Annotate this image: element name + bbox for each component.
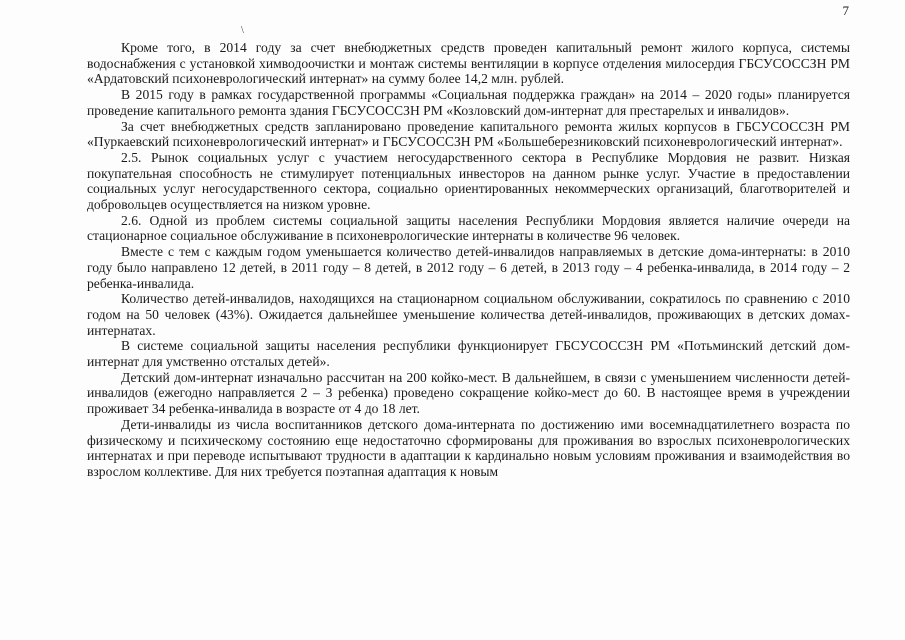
body-text <box>87 40 850 480</box>
page-number: 7 <box>842 3 849 18</box>
paragraph-10: Дети-инвалиды из числа воспитанников детского дома-интерната по достижению ими восемнадцатилетнего возраста по физическому и психическому состоянию еще недостаточно сформированы для проживания во взрослых психоневрологических интернатах и при переводе испытывают трудности в адаптации к кардинально новым условиям проживания и взаимодействия во взрослом коллективе. Для них требуется поэтапная адаптация к новым <box>87 416 850 479</box>
paragraph-6: Вместе с тем с каждым годом уменьшается количество детей-инвалидов направляемых в детские дома-интернаты: в 2010 году было направлено 12 детей, в 2011 году – 8 детей, в 2012 году – 6 детей, в 2013 году – 4 ребенка-инвалида, в 2014 году – 2 ребенка-инвалида. <box>87 244 850 291</box>
paragraph-2: В 2015 году в рамках государственной программы «Социальная поддержка граждан» на 2014 – 2020 годы» планируется проведение капитального ремонта здания ГБСУСОССЗН РМ «Козловский дом-интернат для престарелых и инвалидов». <box>87 87 850 118</box>
paragraph-8: В системе социальной защиты населения республики функционирует ГБСУСОССЗН РМ «Потьминский детский дом-интернат для умственно отсталых детей». <box>87 338 850 370</box>
scan-mark: \ <box>241 25 244 36</box>
paragraph-5: 2.6. Одной из проблем системы социальной защиты населения Республики Мордовия является наличие очереди на стационарное социальное обслуживание в психоневрологические интернаты в количестве 96 человек. <box>87 212 850 244</box>
paragraph-9: Детский дом-интернат изначально рассчитан на 200 койко-мест. В дальнейшем, в связи с уменьшением численности детей-инвалидов (ежегодно направляется 2 – 3 ребенка) проведено сокращение койко-мест до 60. В настоящее время в учреждении проживает 34 ребенка-инвалида в возрасте от 4 до 18 лет. <box>87 369 850 417</box>
paragraph-1: Кроме того, в 2014 году за счет внебюджетных средств проведен капитальный ремонт жилого корпуса, системы водоснабжения с установкой химводоочистки и монтаж системы вентиляции в корпусе отделения милосердия ГБСУСОССЗН РМ «Ардатовский психоневрологический интернат» на сумму более 14,2 млн. рублей. <box>87 40 850 87</box>
paragraph-3: За счет внебюджетных средств запланировано проведение капитального ремонта жилых корпусов в ГБСУСОССЗН РМ «Пуркаевский психоневрологический интернат» и ГБСУСОССЗН РМ «Большеберезниковский психоневрологический интернат». <box>87 118 850 150</box>
paragraph-7: Количество детей-инвалидов, находящихся на стационарном социальном обслуживании, сократилось по сравнению с 2010 годом на 50 человек (43%). Ожидается дальнейшее уменьшение количества детей-инвалидов, проживающих в детских домах-интернатах. <box>87 291 850 338</box>
paragraph-4: 2.5. Рынок социальных услуг с участием негосударственного сектора в Республике Мордовия не развит. Низкая покупательная способность не стимулирует потенциальных инвесторов на данном рынке услуг. Участие в предоставлении социальных услуг негосударственного сектора, социально ориентированных некоммерческих организаций, благотворителей и добровольцев осуществляется на низком уровне. <box>87 149 850 213</box>
